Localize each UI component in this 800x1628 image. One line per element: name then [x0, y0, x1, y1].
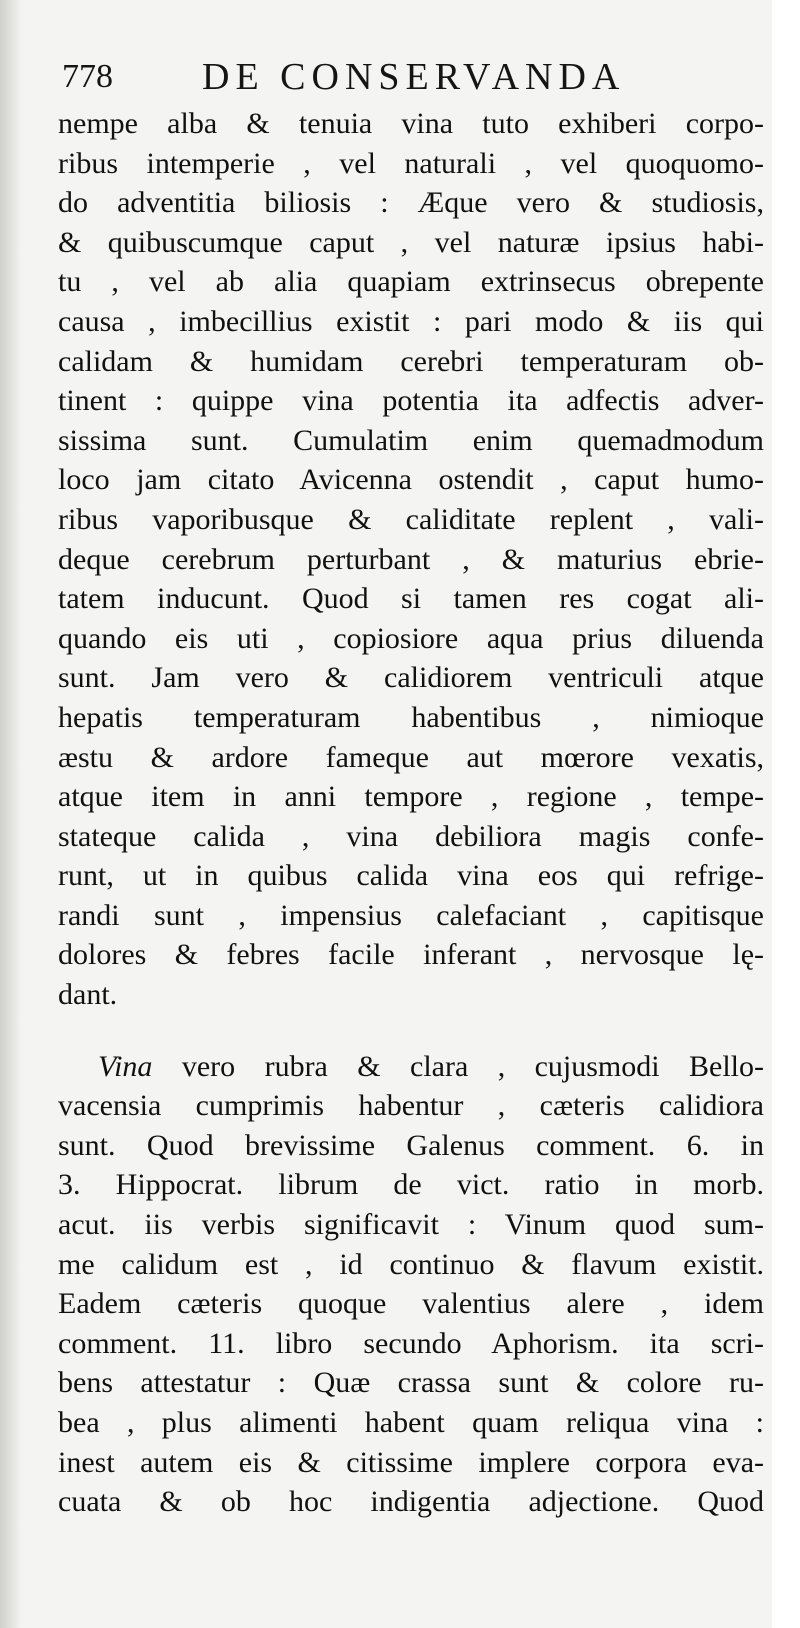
- text-line: bens attestatur : Quæ crassa sunt & colore ru-: [58, 1366, 764, 1400]
- text-line: tatem inducunt. Quod si tamen res cogat ali-: [58, 582, 764, 616]
- text-line: nempe alba & tenuia vina tuto exhiberi corpo-: [58, 107, 764, 140]
- text-line: stateque calida , vina debiliora magis confe-: [58, 819, 764, 853]
- text-line: tinent : quippe vina potentia ita adfectis adver-: [58, 384, 764, 418]
- text-line: dolores & febres facile inferant , nervosque lę-: [58, 938, 764, 972]
- text-line: 3. Hippocrat. librum de vict. ratio in morb.: [58, 1168, 764, 1202]
- text-line: ribus vaporibusque & caliditate replent , vali-: [58, 502, 764, 536]
- text-line: & quibuscumque caput , vel naturæ ipsius habi-: [58, 225, 764, 259]
- text-line: tu , vel ab alia quapiam extrinsecus obrepente: [58, 265, 764, 299]
- text-line: vacensia cumprimis habentur , cæteris calidiora: [58, 1089, 764, 1123]
- text-line: ribus intemperie , vel naturali , vel quoquomo-: [58, 146, 764, 180]
- text-line: do adventitia biliosis : Æque vero & studiosis,: [58, 186, 764, 220]
- text-line: me calidum est , id continuo & flavum existit.: [58, 1247, 764, 1281]
- paragraph-gap: [58, 1015, 764, 1047]
- paragraph-2: [58, 1047, 764, 1522]
- text-span: vero rubra & clara , cujusmodi Bello-: [181, 1049, 764, 1083]
- text-line: calidam & humidam cerebri temperaturam ob-: [58, 344, 764, 378]
- text-line: hepatis temperaturam habentibus , nimioque: [58, 700, 764, 734]
- text-line: acut. iis verbis significavit : Vinum quod sum-: [58, 1208, 764, 1242]
- text-line: dant.: [58, 978, 118, 1012]
- text-line: sunt. Quod brevissime Galenus comment. 6. in: [58, 1128, 764, 1162]
- running-title: DE CONSERVANDA: [202, 56, 626, 98]
- text-line: randi sunt , impensius calefaciant , capitisque: [58, 898, 764, 932]
- text-line: inest autem eis & citissime implere corpora eva-: [58, 1445, 764, 1479]
- text-line: æstu & ardore fameque aut mœrore vexatis,: [58, 740, 764, 774]
- paragraph-1: [58, 104, 764, 1015]
- text-line: bea , plus alimenti habent quam reliqua vina :: [58, 1406, 764, 1439]
- body-text: [58, 104, 764, 1522]
- text-line: comment. 11. libro secundo Aphorism. ita scri-: [58, 1326, 764, 1360]
- text-line: causa , imbecillius existit : pari modo & iis qui: [58, 304, 764, 338]
- text-line: runt, ut in quibus calida vina eos qui refrige-: [58, 859, 764, 893]
- page-header: [62, 52, 762, 102]
- text-line: quando eis uti , copiosiore aqua prius diluenda: [58, 621, 764, 655]
- text-line-first: [58, 1047, 764, 1087]
- text-line: Eadem cæteris quoque valentius alere , idem: [58, 1287, 764, 1321]
- emphasized-word: Vina: [98, 1049, 153, 1083]
- text-line: deque cerebrum perturbant , & maturius ebrie-: [58, 542, 764, 576]
- page-number: 778: [62, 58, 113, 95]
- scan-margin: [772, 0, 800, 1628]
- text-line: sunt. Jam vero & calidiorem ventriculi atque: [58, 661, 764, 695]
- text-line: sissima sunt. Cumulatim enim quemadmodum: [58, 423, 764, 457]
- page-gutter-shadow: [0, 0, 22, 1628]
- text-line: loco jam citato Avicenna ostendit , caput humo-: [58, 463, 764, 497]
- text-line: cuata & ob hoc indigentia adjectione. Quod: [58, 1485, 764, 1519]
- text-line: atque item in anni tempore , regione , tempe-: [58, 780, 764, 814]
